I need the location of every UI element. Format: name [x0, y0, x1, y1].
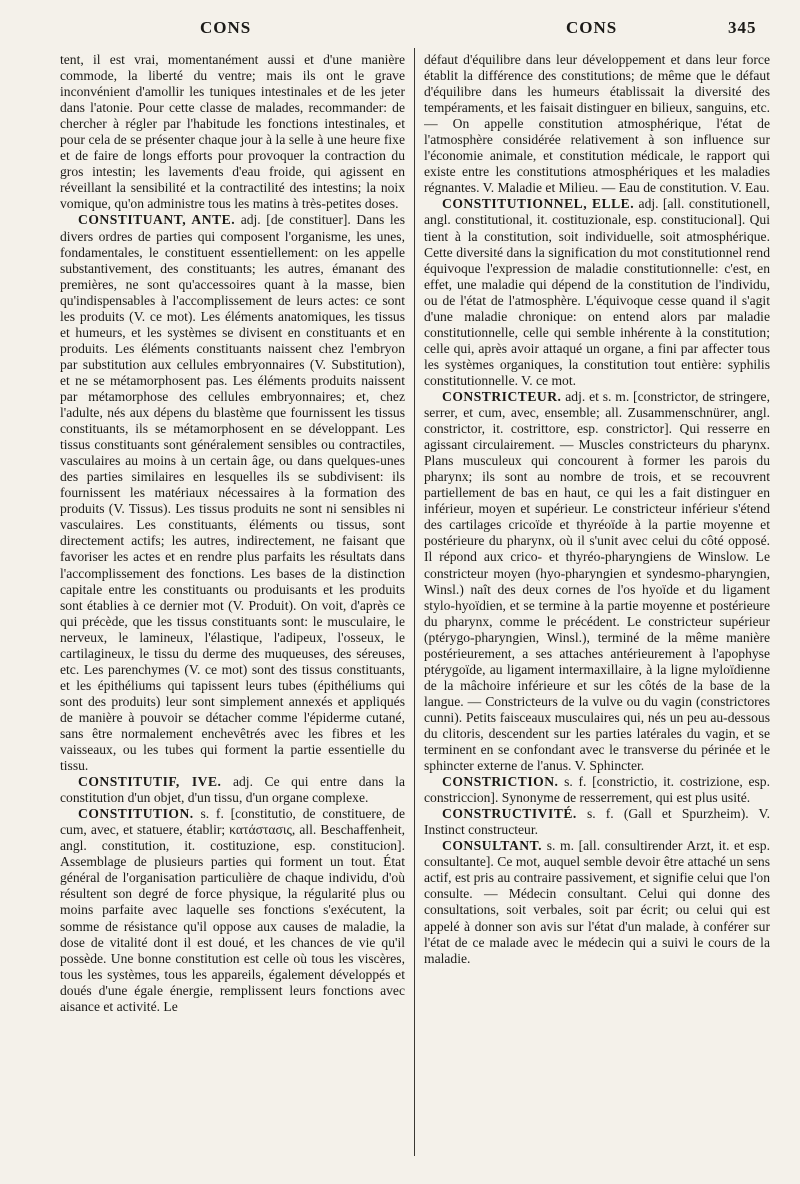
entry-headword: CONSULTANT.: [442, 838, 543, 854]
entry-text: adj. [all. constitutionell, angl. constitutional, it. costituzionale, esp. constitucional]. Qui tient à la constitution, soit individuelle, soit atmosphérique. Cette diversité dans la signification du mot constitutionnel rend équivoque l'expression de maladie constitutionnelle: c'est, en effet, une maladie qui dépend de la constitution de l'individu, ou de l'état de l'atmosphère. L'équivoque cesse quand il s'agit d'une maladie chronique: on entend alors par maladie constitutionnelle, celle qui semble inhérente à la constitution; celle qui, après avoir attaqué un organe, a fini par affecter tous les systèmes organiques, la constitution tout entière: syphilis constitutionnelle. V. ce mot.: [424, 196, 770, 388]
entry-text: adj. Ce qui entre dans la constitution d'un objet, d'un tissu, d'un organe complexe.: [60, 774, 405, 806]
column-divider: [414, 48, 415, 1156]
entry-headword: CONSTITUTIONNEL, ELLE.: [442, 196, 635, 212]
entry-constitutionnel: [424, 196, 770, 389]
entry-headword: CONSTITUANT, ANTE.: [78, 212, 236, 228]
running-head-right: CONS: [566, 18, 618, 37]
entry-constructivite: [424, 806, 770, 838]
entry-constitutif: [60, 774, 405, 806]
entry-text: adj. [de constituer]. Dans les divers ordres de parties qui composent l'organisme, les unes, fondamentales, le constituent essentiellement: on les appelle substantivement, des constituants; les autres, émanant des premières, ne sont qu'accessoires quant à la masse, bien qu'indispensables à l'accomplissement de leurs actes: ce sont les produits (V. ce mot). Les éléments anatomiques, les tissus et humeurs, et les systèmes se divisent en constituants et en produits. Les éléments constituants naissent chez l'embryon par substitution aux cellules embryonnaires (V. Substitution), et ne se métamorphosent pas. Les éléments produits naissent par métamorphose des cellules embryonnaires; et, chez l'adulte, nés aux dépens du blastème que fournissent les tissus constituants, ils se métamorphosent en se développant. Les tissus constituants sont généralement sensibles ou contractiles, vasculaires au moins à un certain âge, ou dans quelques-unes des parties similaires en lesquelles ils se subdivisent: ils fournissent les matériaux nécessaires à la formation des produits (V. Tissus). Les tissus produits ne sont ni sensibles ni vasculaires. Les constituants, éléments ou tissus, sont directement actifs; les autres, indirectement, ne faisant que favoriser les actes et en rendre plus parfaits les résultats dans l'accomplissement des fonctions. Les bases de la distinction capitale entre les constituants ou produisants et les produits sont établies à ce dernier mot (V. Produit). On voit, d'après ce qui précède, que les tissus constituants sont: le musculaire, le nerveux, le lamineux, l'élastique, l'adipeux, l'osseux, le cartilagineux, le tissu du derme des muqueuses, des séreuses, etc. Les parenchymes (V. ce mot) sont des tissus constituants, et les épithéliums qui tapissent leurs tubes (épithéliums qui sont des produits) leur sont simplement annexés et appliqués de manière à pouvoir se détacher comme l'épiderme cutané, sans être normalement enchevêtrés avec les fibres et les vaisseaux, ou les tubes qui forment la partie essentielle du tissu.: [60, 212, 405, 774]
running-head-left: CONS: [200, 18, 252, 37]
entry-consultant: [424, 838, 770, 966]
page-number: 345: [728, 18, 757, 37]
entry-constituant: [60, 212, 405, 774]
left-column: [60, 52, 405, 1162]
entry-text: s. f. [constitutio, de constituere, de cum, avec, et statuere, établir; κατάστασις, all. Beschaffenheit, angl. constitution, it. costituzione, esp. constitucion]. Assemblage de plusieurs parties qui forment un tout. État général de l'organisation particulière de chaque individu, d'où résultent son degré de force physique, la régularité plus ou moins parfaite avec laquelle ses fonctions s'exécutent, la somme de résistance qu'il oppose aux causes de maladie, la dose de vitalité dont il est doué, et les chances de vie qu'il possède. Une bonne constitution est celle où tous les viscères, tous les systèmes, tous les appareils, également développés et doués d'une égale énergie, remplissent leurs fonctions avec aisance et activité. Le: [60, 806, 405, 1014]
entry-constitution: [60, 806, 405, 1015]
entry-continuation: [60, 52, 405, 212]
entry-continuation: [424, 52, 770, 196]
entry-headword: CONSTRICTION.: [442, 774, 559, 790]
entry-text: tent, il est vrai, momentanément aussi et d'une manière commode, la liberté du ventre; mais ils ont le grave inconvénient d'amollir les tuniques intestinales et de les jeter dans l'atonie. Pour cette classe de malades, recommander: de chercher à régler par l'habitude les fonctions intestinales, et pour cela de se présenter chaque jour à la selle à une heure fixe et de faire de longs efforts pour provoquer la contraction du gros intestin; les lavements d'eau froide, qui agissent en réveillant la sensibilité et la contractilité des intestins; la noix vomique, qu'on administre tous les matins à très-petites doses.: [60, 52, 405, 212]
entry-text: défaut d'équilibre dans leur développement et dans leur force établit la différence des constitutions; de même que le défaut d'équilibre dans les humeurs établissait la diversité des tempéraments, et les faisait distinguer en bilieux, sanguins, etc. — On appelle constitution atmosphérique, l'état de l'atmosphère considérée relativement à son influence sur l'économie animale, et constitution médicale, le rapport qui existe entre les constitutions atmosphériques et les maladies régnantes. V. Maladie et Milieu. — Eau de constitution. V. Eau.: [424, 52, 770, 196]
entry-headword: CONSTITUTIF, IVE.: [78, 774, 222, 790]
entry-text: s. f. [constrictio, it. costrizione, esp. constriccion]. Synonyme de resserrement, qui est plus usité.: [424, 774, 770, 806]
entry-text: s. m. [all. consultirender Arzt, it. et esp. consultante]. Ce mot, auquel semble devoir être attaché un sens actif, est pris au contraire passivement, et signifie celui que l'on consulte. — Médecin consultant. Celui qui donne des consultations, soit verbales, soit par écrit; ou celui qui est appelé à donner son avis sur l'état d'un malade, à conférer sur l'état de ce malade avec le médecin qui a suivi le cours de la maladie.: [424, 838, 770, 966]
entry-headword: CONSTITUTION.: [78, 806, 194, 822]
entry-constriction: [424, 774, 770, 806]
entry-headword: CONSTRICTEUR.: [442, 388, 562, 404]
entry-text: s. f. (Gall et Spurzheim). V. Instinct constructeur.: [424, 806, 770, 838]
right-column: [424, 52, 770, 1162]
entry-headword: CONSTRUCTIVITÉ.: [442, 806, 577, 822]
entry-constricteur: [424, 389, 770, 774]
entry-text: adj. et s. m. [constrictor, de stringere, serrer, et cum, avec, ensemble; all. Zusammenschnürer, angl. constrictor, it. costrittore, esp. constrictor]. Qui resserre en agissant circulairement. — Muscles constricteurs du pharynx. Plans musculeux qui concourent à former les parois du pharynx; ils sont au nombre de trois, et se recouvrent partiellement de bas en haut, ce qui les a fait distinguer en inférieur, moyen et supérieur. Le constricteur inférieur s'étend des cartilages cricoïde et thyréoïde à la partie moyenne et postérieure du pharynx, où il s'unit avec celui du côté opposé. Il répond aux crico- et thyréo-pharyngiens de Winslow. Le constricteur moyen (hyo-pharyngien et syndesmo-pharyngien, Winsl.) naît des deux cornes de l'os hyoïde et du ligament stylo-hyoïdien, et se termine à la partie moyenne et postérieure du pharynx, comme le précédent. Le constricteur supérieur (ptérygo-pharyngien, Winsl.), terminé de la même manière postérieurement, a ses attaches antérieurement à l'apophyse ptérygoïde, au ligament intermaxillaire, à la ligne myloïdienne de la mâchoire inférieure et sur les côtés de la base de la langue. — Constricteurs de la vulve ou du vagin (constrictores cunni). Petits faisceaux musculaires qui, nés un peu au-dessous du clitoris, descendent sur les parties latérales du vagin, et se terminent en se confondant avec le transverse du périnée et le sphincter externe de l'anus. V. Sphincter.: [424, 388, 770, 774]
